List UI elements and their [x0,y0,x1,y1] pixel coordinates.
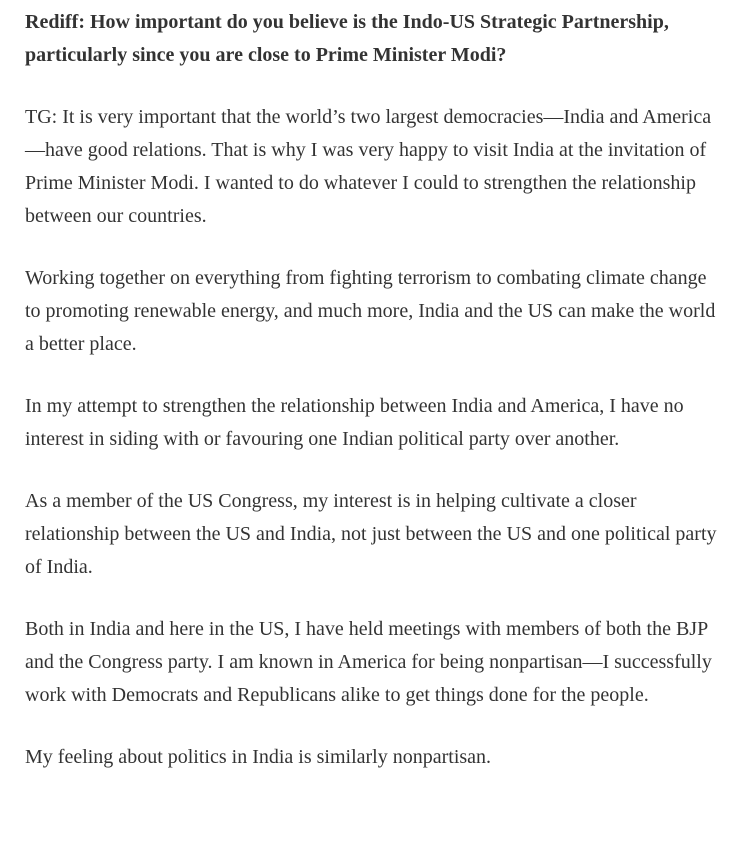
answer-paragraph-4: As a member of the US Congress, my interest is in helping cultivate a closer relationship between the US and India, not just between the US and one political party of India. [25,490,717,578]
answer-paragraph-1: TG: It is very important that the world’s two largest democracies—India and America—have good relations. That is why I was very happy to visit India at the invitation of Prime Minister Modi. I wanted to do whatever I could to strengthen the relationship between our countries. [25,106,712,227]
answer-paragraph-6: My feeling about politics in India is similarly nonpartisan. [25,746,492,768]
interview-question: Rediff: How important do you believe is the Indo-US Strategic Partnership, particularly since you are close to Prime Minister Modi? [25,11,669,66]
answer-paragraph-3: In my attempt to strengthen the relationship between India and America, I have no interest in siding with or favouring one Indian political party over another. [25,395,684,450]
answer-paragraph-5: Both in India and here in the US, I have held meetings with members of both the BJP and the Congress party. I am known in America for being nonpartisan—I successfully work with Democrats and Republicans alike to get things done for the people. [25,618,712,706]
answer-paragraph-2: Working together on everything from fighting terrorism to combating climate change to promoting renewable energy, and much more, India and the US can make the world a better place. [25,267,716,355]
